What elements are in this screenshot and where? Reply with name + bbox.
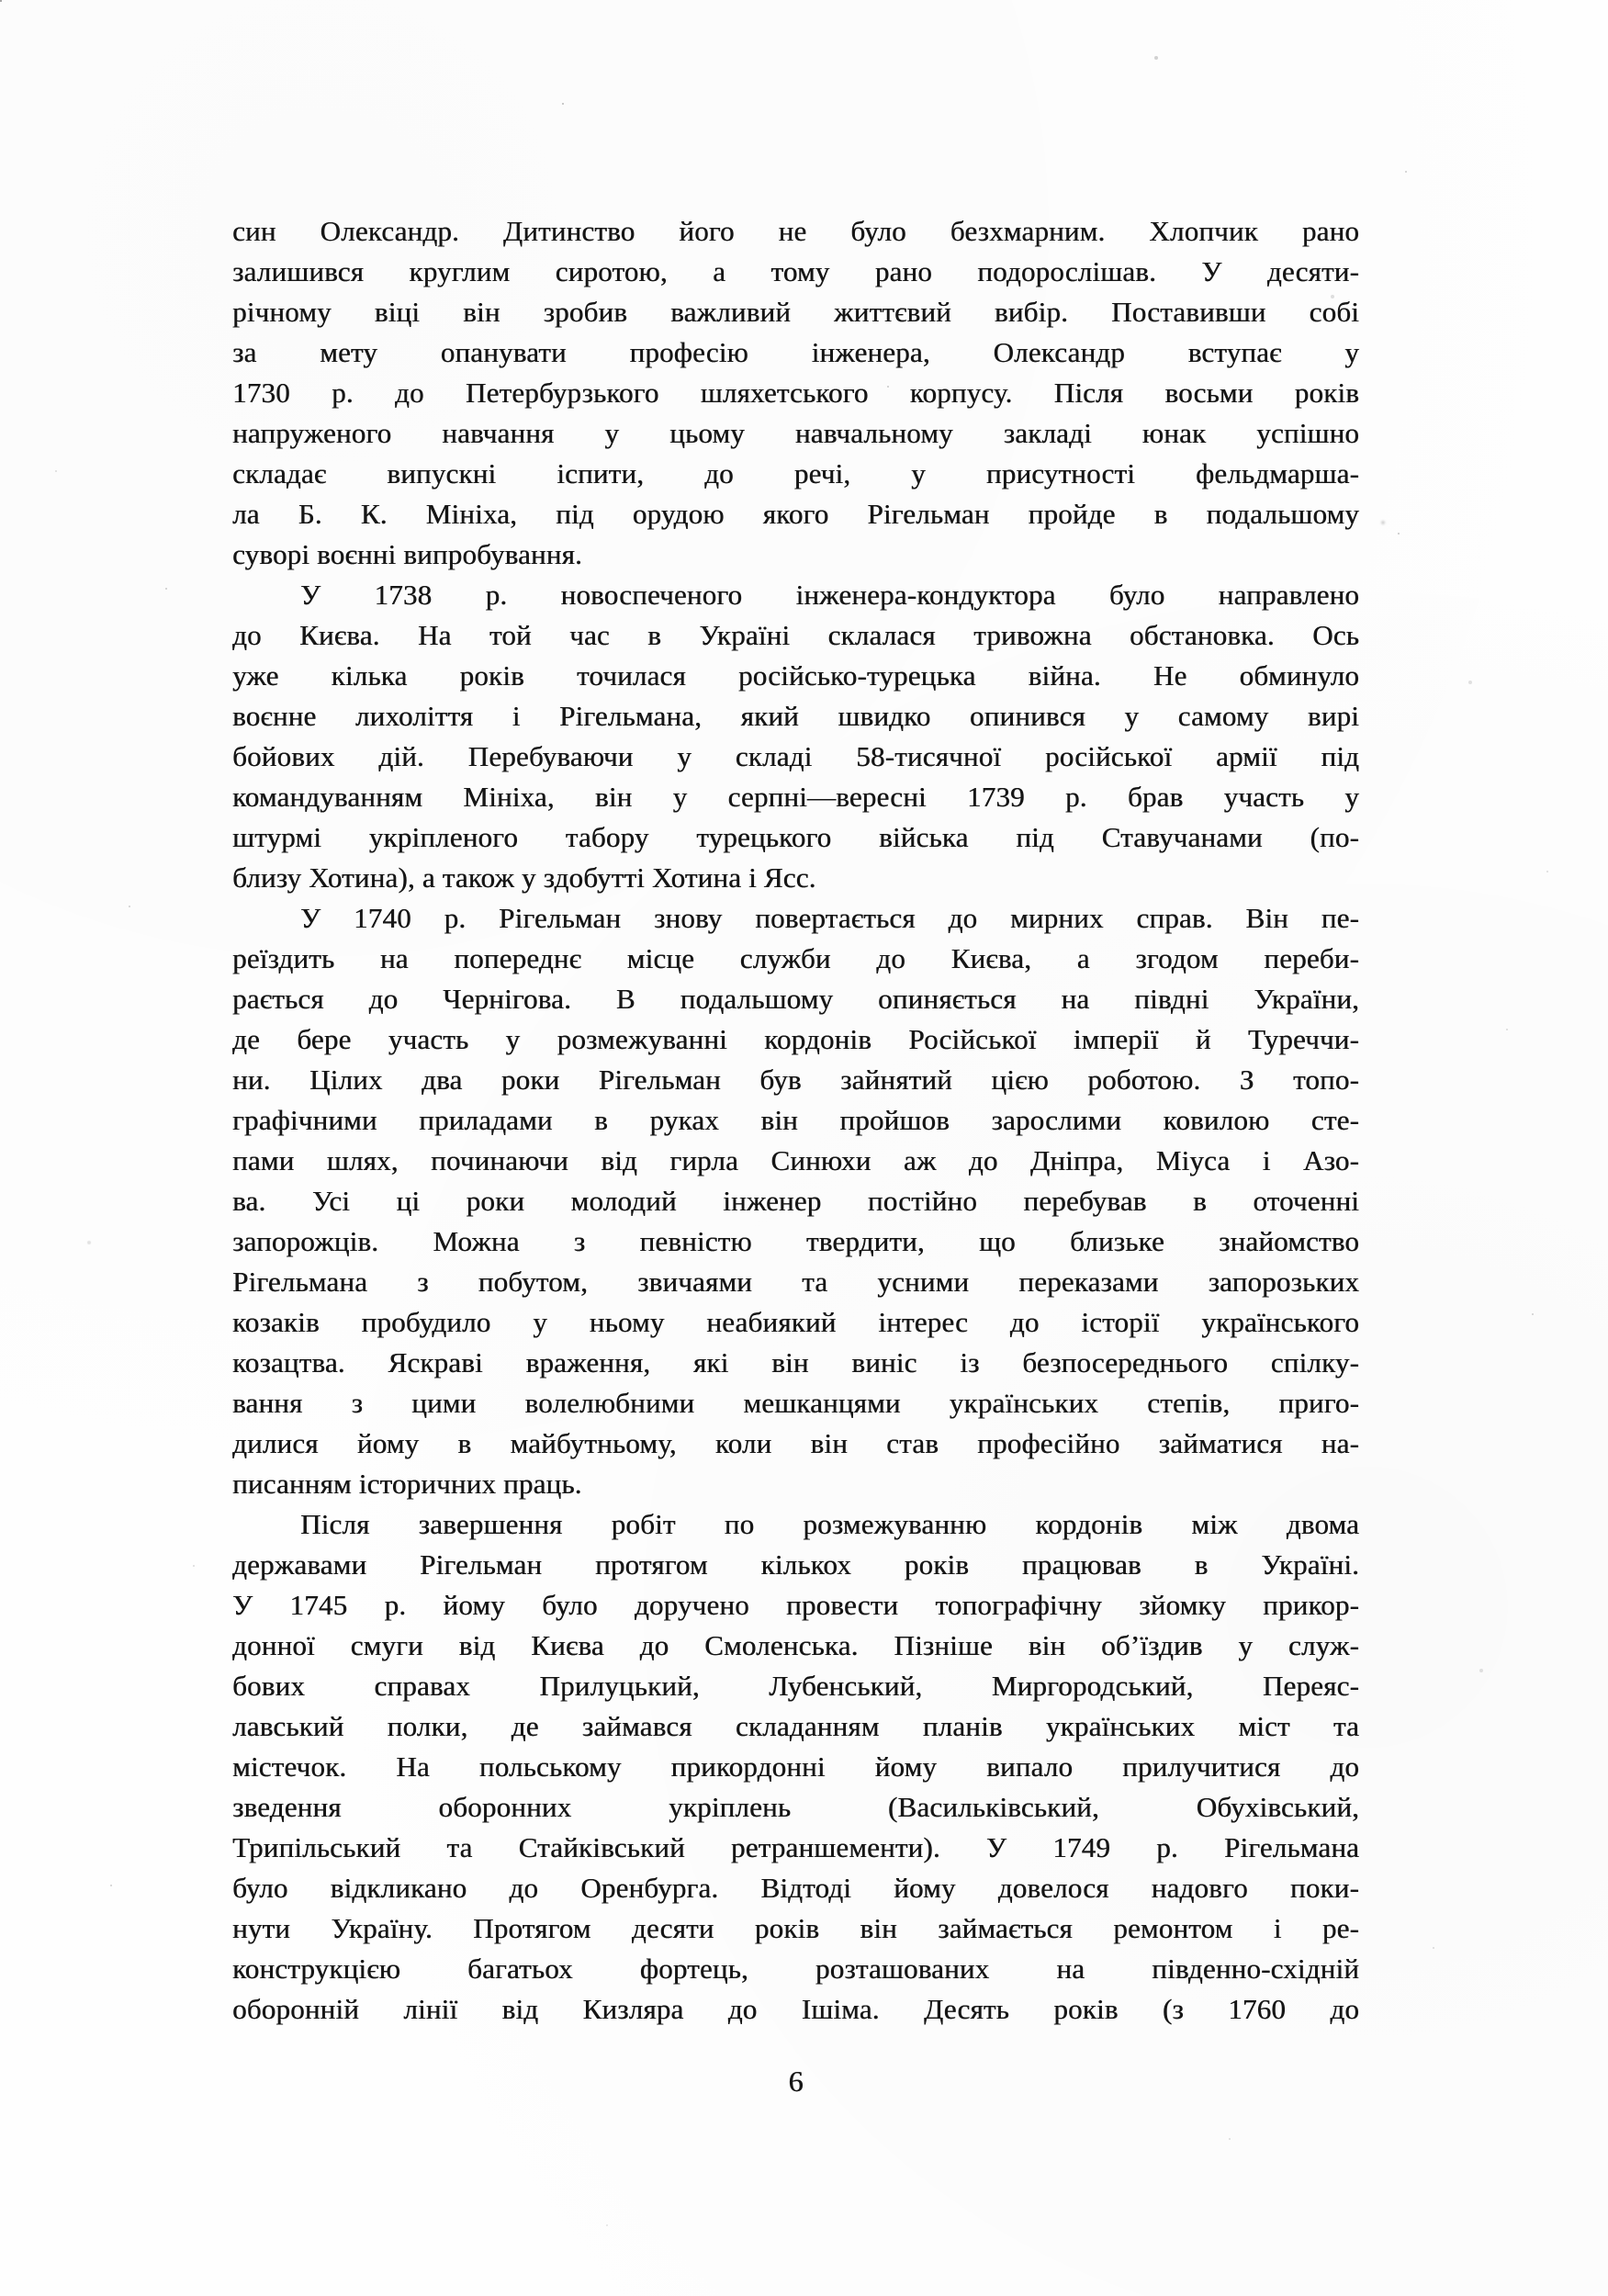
text-line: пами шлях, починаючи від гирла Синюхи аж до Дніпра, Міуса і Азо- xyxy=(232,1144,1359,1176)
paragraph xyxy=(232,898,1359,1504)
text-line: командуванням Мініха, він у серпні—вересні 1739 р. брав участь у xyxy=(232,781,1359,813)
text-line: донної смуги від Києва до Смоленська. Пізніше він об’їздив у служ- xyxy=(232,1629,1359,1661)
text-line: річному віці він зробив важливий життєвий вибір. Поставивши собі xyxy=(232,296,1359,328)
text-line: конструкцією багатьох фортець, розташованих на південно-східній xyxy=(232,1953,1359,1985)
text-line: вання з цими волелюбними мешканцями українських степів, приго- xyxy=(232,1387,1359,1419)
text-line: реїздить на попереднє місце служби до Києва, а згодом переби- xyxy=(232,942,1359,974)
text-line: дилися йому в майбутньому, коли він став професійно займатися на- xyxy=(232,1427,1359,1459)
paragraph xyxy=(232,1504,1359,2030)
text-line: Після завершення робіт по розмежуванню кордонів між двома xyxy=(300,1508,1359,1540)
text-line: козаків пробудило у ньому неабиякий інтерес до історії українського xyxy=(232,1306,1359,1338)
text-line: графічними приладами в руках він пройшов зарослими ковилою сте- xyxy=(232,1104,1359,1136)
text-line: було відкликано до Оренбурга. Відтоді йому довелося надовго поки- xyxy=(232,1872,1359,1904)
text-line: рається до Чернігова. В подальшому опиняється на півдні України, xyxy=(232,983,1359,1015)
page-text xyxy=(232,211,1359,2030)
text-line: штурмі укріпленого табору турецького війська під Ставучанами (по- xyxy=(232,821,1359,853)
text-line: Рігельмана з побутом, звичаями та усними переказами запорозьких xyxy=(232,1266,1359,1298)
text-line: напруженого навчання у цьому навчальному закладі юнак успішно xyxy=(232,417,1359,449)
text-line: оборонній лінії від Кизляра до Ішіма. Десять років (з 1760 до xyxy=(232,1993,1359,2025)
paragraph xyxy=(232,575,1359,898)
text-line: суворі воєнні випробування. xyxy=(232,538,582,570)
text-line: ва. Усі ці роки молодий інженер постійно перебував в оточенні xyxy=(232,1185,1359,1217)
text-line: складає випускні іспити, до речі, у присутності фельдмарша- xyxy=(232,457,1359,490)
text-line: залишився круглим сиротою, а тому рано подорослішав. У десяти- xyxy=(232,255,1359,287)
text-line: за мету опанувати професію інженера, Олександр вступає у xyxy=(232,336,1359,368)
text-line: Трипільський та Стайківський ретраншементи). У 1749 р. Рігельмана xyxy=(232,1831,1359,1863)
text-line: уже кілька років точилася російсько-турецька війна. Не обминуло xyxy=(232,659,1359,692)
text-line: містечок. На польському прикордонні йому випало прилучитися до xyxy=(232,1750,1359,1783)
text-line: У 1738 р. новоспеченого інженера-кондуктора було направлено xyxy=(300,579,1359,611)
text-line: син Олександр. Дитинство його не було безхмарним. Хлопчик рано xyxy=(232,215,1359,247)
text-line: де бере участь у розмежуванні кордонів Російської імперії й Туреччи- xyxy=(232,1023,1359,1055)
text-line: бойових дій. Перебуваючи у складі 58-тисячної російської армії під xyxy=(232,740,1359,772)
page-number: 6 xyxy=(788,2065,804,2098)
text-line: до Києва. На той час в Україні склалася тривожна обстановка. Ось xyxy=(232,619,1359,651)
text-line: бових справах Прилуцький, Лубенський, Миргородський, Переяс- xyxy=(232,1670,1359,1702)
text-line: У 1740 р. Рігельман знову повертається до мирних справ. Він пе- xyxy=(300,902,1359,934)
text-line: запорожців. Можна з певністю твердити, що близьке знайомство xyxy=(232,1225,1359,1257)
text-line: воєнне лихоліття і Рігельмана, який швидко опинився у самому вирі xyxy=(232,700,1359,732)
text-line: державами Рігельман протягом кількох років працював в Україні. xyxy=(232,1548,1359,1581)
text-line: зведення оборонних укріплень (Васильківський, Обухівський, xyxy=(232,1791,1359,1823)
text-line: нути Україну. Протягом десяти років він займається ремонтом і ре- xyxy=(232,1912,1359,1944)
paragraph xyxy=(232,211,1359,575)
text-line: писанням історичних праць. xyxy=(232,1468,582,1500)
text-line: ни. Цілих два роки Рігельман був зайнятий цією роботою. З топо- xyxy=(232,1064,1359,1096)
text-line: лавський полки, де займався складанням планів українських міст та xyxy=(232,1710,1359,1742)
text-line: 1730 р. до Петербурзького шляхетського корпусу. Після восьми років xyxy=(232,377,1359,409)
text-line: козацтва. Яскраві враження, які він виніс із безпосереднього спілку- xyxy=(232,1346,1359,1379)
text-line: близу Хотина), а також у здобутті Хотина і Ясс. xyxy=(232,861,816,894)
text-line: У 1745 р. йому було доручено провести топографічну зйомку прикор- xyxy=(232,1589,1359,1621)
text-line: ла Б. К. Мініха, під орудою якого Рігельман пройде в подальшому xyxy=(232,498,1359,530)
